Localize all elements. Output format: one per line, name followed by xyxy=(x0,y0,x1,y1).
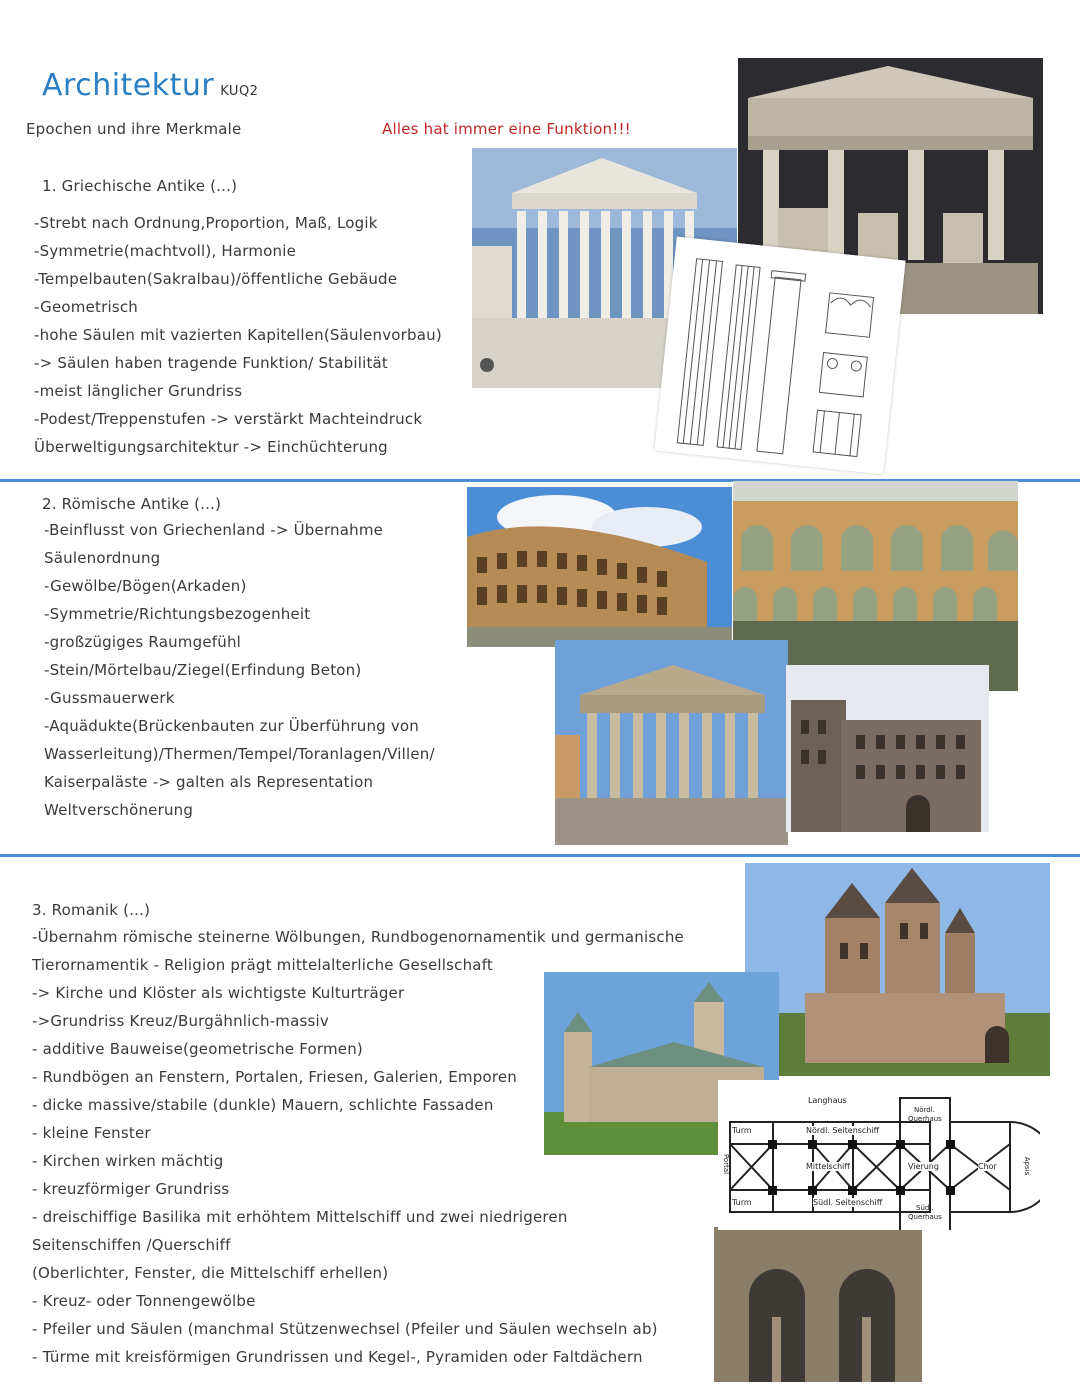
list-item: Wasserleitung)/Thermen/Tempel/Toranlagen/Villen/ xyxy=(44,745,435,763)
list-item: Tierornamentik - Religion prägt mittelalterliche Gesellschaft xyxy=(32,956,493,974)
list-item: Säulenordnung xyxy=(44,549,161,567)
list-item: -hohe Säulen mit vazierten Kapitellen(Säulenvorbau) xyxy=(34,326,442,344)
plan-label-nord-seitenschiff: Nördl. Seitenschiff xyxy=(806,1126,880,1135)
photo-colosseum xyxy=(467,487,732,647)
list-item: - Kirchen wirken mächtig xyxy=(32,1152,224,1170)
photo-maria-laach xyxy=(745,863,1050,1076)
list-item: Überweltigungsarchitektur -> Einchüchterung xyxy=(34,438,388,456)
plan-label-mittelschiff: Mittelschiff xyxy=(806,1162,850,1171)
list-item: -> Säulen haben tragende Funktion/ Stabilität xyxy=(34,354,389,372)
plan-label-sued-querhaus-2: Querhaus xyxy=(908,1213,942,1221)
list-item: Seitenschiffen /Querschiff xyxy=(32,1236,231,1254)
section2-list xyxy=(44,521,464,831)
title-text: Architektur xyxy=(42,68,215,103)
diagram-basilica-floorplan xyxy=(718,1080,1040,1230)
list-item: -Stein/Mörtelbau/Ziegel(Erfindung Beton) xyxy=(44,661,362,679)
list-item: -Symmetrie(machtvoll), Harmonie xyxy=(34,242,297,260)
epochs-label: Epochen und ihre Merkmale xyxy=(26,120,242,138)
list-item: - Pfeiler und Säulen (manchmal Stützenwechsel (Pfeiler und Säulen wechseln ab) xyxy=(32,1320,658,1338)
list-item: Kaiserpaläste -> galten als Representation xyxy=(44,773,374,791)
list-item: (Oberlichter, Fenster, die Mittelschiff erhellen) xyxy=(32,1264,389,1282)
section1-list xyxy=(34,214,464,474)
list-item: - dreischiffige Basilika mit erhöhtem Mittelschiff und zwei niedrigeren xyxy=(32,1208,568,1226)
plan-label-nord-querhaus-1: Nördl. xyxy=(914,1106,935,1114)
list-item: Weltverschönerung xyxy=(44,801,194,819)
list-item: - additive Bauweise(geometrische Formen) xyxy=(32,1040,363,1058)
plan-label-sued-seitenschiff: Südl. Seitenschiff xyxy=(813,1198,883,1207)
list-item: - dicke massive/stabile (dunkle) Mauern, schlichte Fassaden xyxy=(32,1096,494,1114)
course-code: KUQ2 xyxy=(220,84,259,99)
page-title xyxy=(42,68,258,103)
list-item: -Strebt nach Ordnung,Proportion, Maß, Logik xyxy=(34,214,378,232)
list-item: -Übernahm römische steinerne Wölbungen, Rundbogenornamentik und germanische xyxy=(32,928,684,946)
list-item: -Aquädukte(Brückenbauten zur Überführung von xyxy=(44,717,420,735)
section2-heading: 2. Römische Antike (...) xyxy=(42,495,222,513)
plan-label-vierung: Vierung xyxy=(908,1162,939,1171)
list-item: - kleine Fenster xyxy=(32,1124,151,1142)
list-item: -Geometrisch xyxy=(34,298,139,316)
list-item: ->Grundriss Kreuz/Burgähnlich-massiv xyxy=(32,1012,329,1030)
list-item: - Türme mit kreisförmigen Grundrissen und Kegel-, Pyramiden oder Faltdächern xyxy=(32,1348,643,1366)
plan-label-nord-querhaus-2: Querhaus xyxy=(908,1115,942,1123)
list-item: - kreuzförmiger Grundriss xyxy=(32,1180,230,1198)
list-item: -> Kirche und Klöster als wichtigste Kulturträger xyxy=(32,984,405,1002)
plan-label-langhaus: Langhaus xyxy=(808,1096,847,1105)
plan-label-apsis: Apsis xyxy=(1023,1156,1032,1176)
plan-label-turm-bottom: Turm xyxy=(732,1198,752,1207)
photo-pantheon xyxy=(555,640,788,845)
list-item: -großzügiges Raumgefühl xyxy=(44,633,242,651)
section1-heading: 1. Griechische Antike (...) xyxy=(42,177,238,195)
section-divider xyxy=(0,854,1080,857)
list-item: - Rundbögen an Fenstern, Portalen, Friesen, Galerien, Emporen xyxy=(32,1068,518,1086)
list-item: -Tempelbauten(Sakralbau)/öffentliche Gebäude xyxy=(34,270,398,288)
list-item: -Beinflusst von Griechenland -> Übernahme xyxy=(44,521,384,539)
photo-romanesque-windows xyxy=(714,1227,922,1382)
list-item: -Gussmauerwerk xyxy=(44,689,175,707)
drawing-column-orders xyxy=(654,237,905,475)
plan-label-chor: Chor xyxy=(978,1162,997,1171)
list-item: -Symmetrie/Richtungsbezogenheit xyxy=(44,605,311,623)
list-item: -Gewölbe/Bögen(Arkaden) xyxy=(44,577,247,595)
plan-label-portal: Portal xyxy=(722,1153,731,1175)
list-item: - Kreuz- oder Tonnengewölbe xyxy=(32,1292,256,1310)
section3-heading: 3. Romanik (...) xyxy=(32,901,151,919)
list-item: -meist länglicher Grundriss xyxy=(34,382,243,400)
photo-porta-nigra xyxy=(786,665,989,832)
list-item: -Podest/Treppenstufen -> verstärkt Machteindruck xyxy=(34,410,423,428)
function-note: Alles hat immer eine Funktion!!! xyxy=(382,120,631,138)
plan-label-sued-querhaus-1: Südl. xyxy=(916,1204,934,1212)
plan-label-turm-top: Turm xyxy=(732,1126,752,1135)
